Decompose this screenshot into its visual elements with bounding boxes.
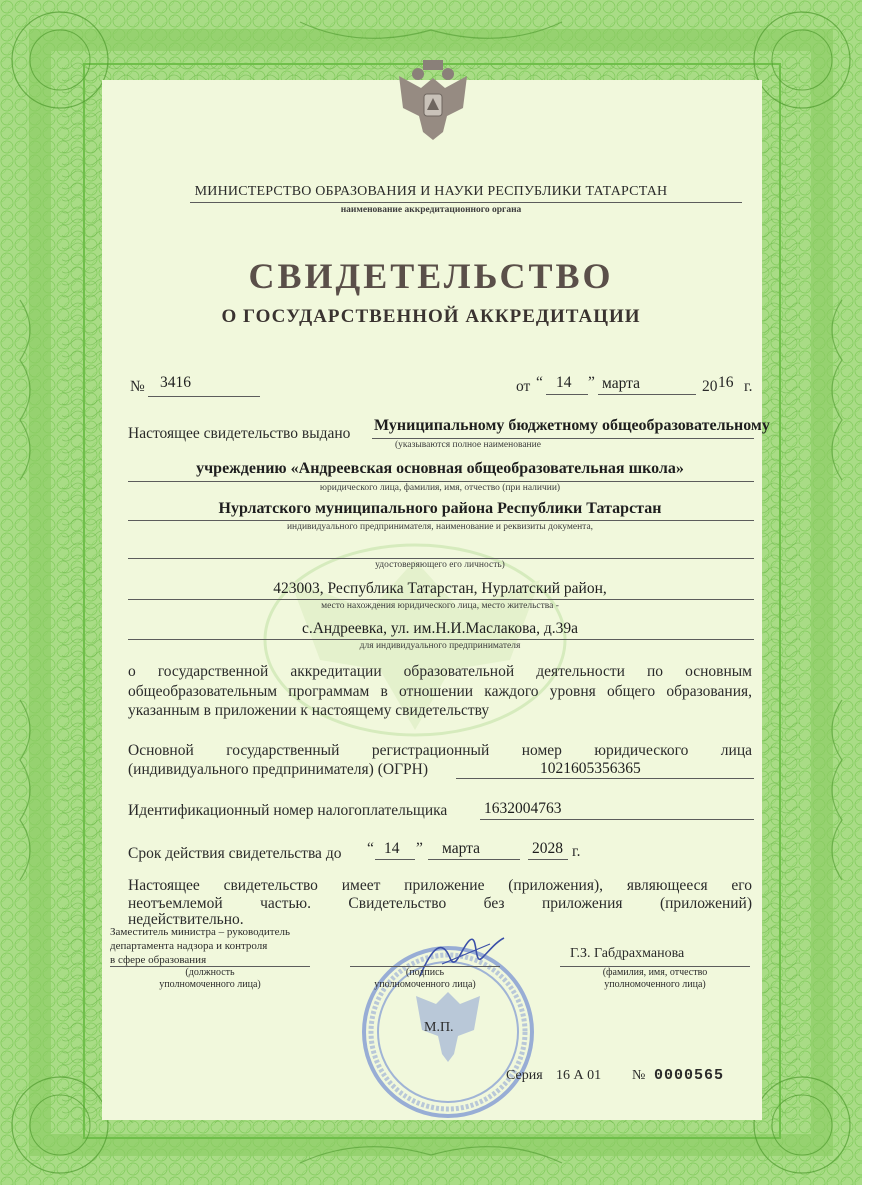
series-number: 0000565 <box>654 1067 725 1084</box>
issued-line-1: Муниципальному бюджетному общеобразовательному <box>374 417 770 434</box>
year-suffix: 16 <box>718 374 734 391</box>
inn-label: Идентификационный номер налогоплательщика <box>128 802 448 819</box>
ogrn-value: 1021605356365 <box>540 760 641 777</box>
date-quote-open: “ <box>536 374 543 391</box>
issued-label: Настоящее свидетельство выдано <box>128 425 351 442</box>
month-underline <box>598 394 696 395</box>
ogrn-label: (индивидуального предпринимателя) (ОГРН) <box>128 761 429 778</box>
issued-underline-1 <box>372 438 754 439</box>
number-label: № <box>130 378 145 395</box>
signer-position-line-3: в сфере образования <box>110 954 207 966</box>
inn-value: 1632004763 <box>484 800 562 817</box>
year-unit: г. <box>744 378 753 395</box>
purpose-line-3: указанным в приложении к настоящему свидетельству <box>128 702 490 719</box>
series-value: 16 А 01 <box>556 1068 602 1083</box>
day-underline <box>546 394 588 395</box>
inn-underline <box>480 819 754 820</box>
address-underline-1 <box>128 599 754 600</box>
issued-line-2: учреждению «Андреевская основная общеобразовательная школа» <box>196 460 684 477</box>
ogrn-underline <box>456 778 754 779</box>
issued-hint-2: юридического лица, фамилия, имя, отчество (при наличии) <box>319 483 561 493</box>
issued-hint-1: (указываются полное наименование <box>395 440 541 450</box>
issued-underline-3 <box>128 520 754 521</box>
validity-day-underline <box>375 859 415 860</box>
address-line-1: 423003, Республика Татарстан, Нурлатский район, <box>273 580 607 597</box>
appendix-line-2: неотъемлемой частью. Свидетельство без приложения (приложений) <box>128 895 752 912</box>
signer-position-line-2: департамента надзора и контроля <box>110 940 268 952</box>
address-line-2: с.Андреевка, ул. им.Н.И.Маслакова, д.39а <box>301 620 579 637</box>
issued-hint-3: индивидуального предпринимателя, наименование и реквизиты документа, <box>286 522 594 532</box>
sign-hint-1: (подпись <box>405 967 445 978</box>
validity-label: Срок действия свидетельства до <box>128 845 342 862</box>
coat-of-arms-emblem <box>393 58 473 143</box>
signer-name: Г.З. Габдрахманова <box>570 946 685 961</box>
certificate-subtitle: О ГОСУДАРСТВЕННОЙ АККРЕДИТАЦИИ <box>221 306 641 327</box>
validity-day: 14 <box>384 840 400 857</box>
purpose-line-2: общеобразовательным программам в отношении каждого уровня общего образования, <box>128 683 752 700</box>
stamp-place-label: М.П. <box>424 1020 454 1035</box>
ministry-name: МИНИСТЕРСТВО ОБРАЗОВАНИЯ И НАУКИ РЕСПУБЛИКИ ТАТАРСТАН <box>194 184 668 199</box>
ministry-underline <box>190 202 742 203</box>
date-quote-close: ” <box>588 374 595 391</box>
validity-year-underline <box>528 859 568 860</box>
validity-quote-close: ” <box>416 840 423 857</box>
issue-day: 14 <box>556 374 572 391</box>
year-prefix: 20 <box>702 378 718 395</box>
validity-year-unit: г. <box>572 843 581 860</box>
position-hint-2: уполномоченного лица) <box>159 979 261 990</box>
ministry-hint: наименование аккредитационного органа <box>340 205 522 215</box>
validity-month-underline <box>428 859 520 860</box>
name-hint-2: уполномоченного лица) <box>604 979 706 990</box>
address-hint-1: место нахождения юридического лица, место жительства - <box>321 601 559 611</box>
issued-underline-2 <box>128 481 754 482</box>
number-underline <box>148 396 260 397</box>
certificate-title: СВИДЕТЕЛЬСТВО <box>248 256 614 296</box>
issued-underline-4 <box>128 558 754 559</box>
series-number-label: № <box>632 1068 646 1083</box>
certificate-number: 3416 <box>160 374 191 391</box>
issued-hint-4: удостоверяющего его личность) <box>375 560 505 570</box>
appendix-line-1: Настоящее свидетельство имеет приложение (приложения), являющееся его <box>128 877 752 894</box>
validity-quote-open: “ <box>367 840 374 857</box>
address-hint-2: для индивидуального предпринимателя <box>359 641 521 651</box>
issue-month: марта <box>602 375 640 392</box>
purpose-line-1: о государственной аккредитации образовательной деятельности по основным <box>128 663 752 680</box>
validity-year: 2028 <box>532 840 563 857</box>
validity-month: марта <box>442 840 480 857</box>
sign-hint-2: уполномоченного лица) <box>374 979 476 990</box>
position-hint-1: (должность <box>185 967 235 978</box>
ogrn-line-1: Основной государственный регистрационный номер юридического лица <box>128 742 752 759</box>
name-hint-1: (фамилия, имя, отчество <box>602 967 708 978</box>
issued-line-3: Нурлатского муниципального района Республики Татарстан <box>218 500 662 517</box>
series-label: Серия <box>506 1068 543 1083</box>
address-underline-2 <box>128 639 754 640</box>
signer-position-line-1: Заместитель министра – руководитель <box>110 926 290 938</box>
appendix-line-3: недействительно. <box>128 911 244 928</box>
date-from-label: от <box>516 378 531 395</box>
